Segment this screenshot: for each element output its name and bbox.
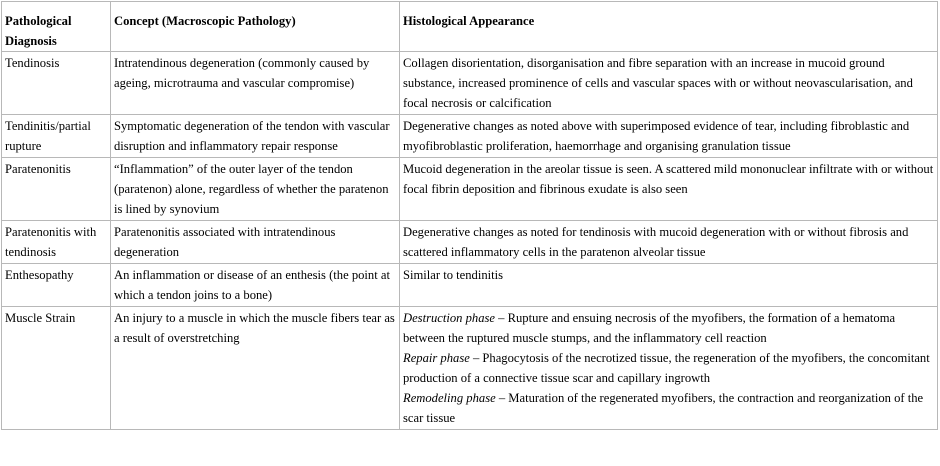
table-row: [2, 221, 938, 264]
diagnosis-cell: Paratenonitis: [2, 158, 111, 221]
concept-cell: Paratenonitis associated with intratendinous degeneration: [111, 221, 400, 264]
diagnosis-cell: Paratenonitis with tendinosis: [2, 221, 111, 264]
phase-repair: [403, 348, 934, 388]
histology-cell: Degenerative changes as noted for tendinosis with mucoid degeneration with or without fibrosis and scattered inflammatory cells in the paratenon alveolar tissue: [400, 221, 938, 264]
table-row: [2, 52, 938, 115]
phase-destruction: [403, 308, 934, 348]
diagnosis-cell: Tendinitis/partial rupture: [2, 115, 111, 158]
histology-cell: Degenerative changes as noted above with superimposed evidence of tear, including fibroblastic and myofibroblastic proliferation, haemorrhage and organising granulation tissue: [400, 115, 938, 158]
histology-cell: [400, 307, 938, 430]
phase-remodeling: [403, 388, 934, 428]
header-concept: Concept (Macroscopic Pathology): [111, 2, 400, 52]
table-row: [2, 158, 938, 221]
concept-cell: Intratendinous degeneration (commonly caused by ageing, microtrauma and vascular compromise): [111, 52, 400, 115]
histology-cell: Similar to tendinitis: [400, 264, 938, 307]
concept-cell: “Inflammation” of the outer layer of the tendon (paratenon) alone, regardless of whether the paratenon is lined by synovium: [111, 158, 400, 221]
concept-cell: An injury to a muscle in which the muscle fibers tear as a result of overstretching: [111, 307, 400, 430]
pathology-table: [1, 1, 938, 430]
header-histology: Histological Appearance: [400, 2, 938, 52]
table-row: [2, 264, 938, 307]
phase-text: – Rupture and ensuing necrosis of the myofibers, the formation of a hematoma between the ruptured muscle stumps, and the inflammatory cell reaction: [403, 311, 896, 345]
phase-name: Destruction phase: [403, 311, 495, 325]
table-row: [2, 307, 938, 430]
diagnosis-cell: Enthesopathy: [2, 264, 111, 307]
phase-text: – Maturation of the regenerated myofibers, the contraction and reorganization of the scar tissue: [403, 391, 924, 425]
histology-cell: Mucoid degeneration in the areolar tissue is seen. A scattered mild mononuclear infiltrate with or without focal fibrin deposition and fibrinous exudate is also seen: [400, 158, 938, 221]
header-diagnosis: Pathological Diagnosis: [2, 2, 111, 52]
header-row: [2, 2, 938, 52]
diagnosis-cell: Tendinosis: [2, 52, 111, 115]
concept-cell: Symptomatic degeneration of the tendon with vascular disruption and inflammatory repair response: [111, 115, 400, 158]
histology-cell: Collagen disorientation, disorganisation and fibre separation with an increase in mucoid ground substance, increased prominence of cells and vascular spaces with or without neovascularisation, and focal necrosis or calcification: [400, 52, 938, 115]
phase-text: – Phagocytosis of the necrotized tissue, the regeneration of the myofibers, the concomitant production of a connective tissue scar and capillary ingrowth: [403, 351, 930, 385]
table-row: [2, 115, 938, 158]
concept-cell: An inflammation or disease of an enthesis (the point at which a tendon joins to a bone): [111, 264, 400, 307]
diagnosis-cell: Muscle Strain: [2, 307, 111, 430]
phase-name: Repair phase: [403, 351, 470, 365]
phase-name: Remodeling phase: [403, 391, 496, 405]
